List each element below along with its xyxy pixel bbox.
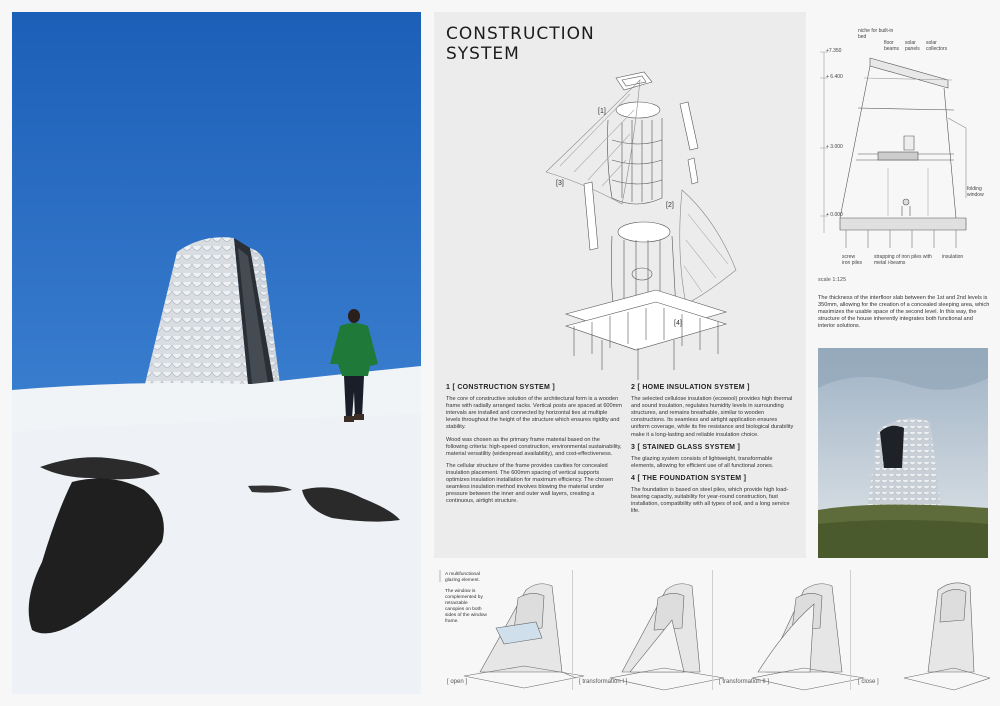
label-solar-collectors: solar collectors xyxy=(926,40,948,52)
label-screw-piles: screw iron piles xyxy=(842,254,863,266)
label-niche: niche for built-in bed xyxy=(858,28,894,40)
label-solar-panels: solar panels xyxy=(905,40,920,52)
interfloor-note: The thickness of the interfloor slab between the 1st and 2nd levels is 350mm, allowing for the creation of a concealed sleeping area, which maximizes the usable space of the second level. In this way, the structure of the house inherently integrates both functional and interior solutions. xyxy=(818,295,990,329)
transform-2-drawing xyxy=(752,584,864,690)
divider-2 xyxy=(712,570,713,690)
section-4-paragraph: The foundation is based on steel piles, which provide high load-bearing capacity, suitability for year-round construction, fast installation, compatibility with all types of soil, and a long service life. xyxy=(631,487,790,515)
section-3-paragraph: The glazing system consists of lightweight, transformable elements, allowing for efficient use of all functional zones. xyxy=(631,455,774,469)
explode-label-3: [3] xyxy=(556,180,564,187)
main-photo-illustration xyxy=(12,12,421,694)
label-open: [ open ] xyxy=(447,679,468,685)
main-photo xyxy=(12,12,421,694)
label-close: [ close ] xyxy=(858,679,879,685)
construction-system-column xyxy=(446,384,622,510)
transform-1-drawing xyxy=(610,584,724,690)
section-heading-2: 2 [ HOME INSULATION SYSTEM ] xyxy=(631,384,750,391)
side-photo xyxy=(818,348,988,558)
section-2-paragraph: The selected cellulose insulation (ecowool) provides high thermal and sound insulation, regulates humidity levels in surrounding structures, and remains breathable, similar to wooden constructions. Its seamless and airtight application ensures uniform coverage, while its fire resistance and biological durability make it a long-lasting and reliable insulation choice. xyxy=(631,396,794,438)
glazing-note-line-2: The window is complemented by retractable canopies on both sides of the window frame. xyxy=(445,589,487,624)
level-mark-4: + 0.000 xyxy=(826,212,843,218)
section-1-paragraph-3: The cellular structure of the frame provides cavities for concealed insulation placement. The 600mm spacing of vertical supports optimizes insulation installation for maximum efficiency. The chosen seamless insulation method involves blowing the material under pressure between the inner and outer wall layers, creating a continuous, airtight structure. xyxy=(446,462,614,505)
label-transformation-2: [ transformation II ] xyxy=(719,679,770,685)
section-heading-3: 3 [ STAINED GLASS SYSTEM ] xyxy=(631,443,741,451)
label-floor-beams: floor beams xyxy=(884,40,900,52)
label-folding-window: folding window xyxy=(967,186,984,198)
panel-title: CONSTRUCTION SYSTEM xyxy=(446,24,595,64)
systems-column xyxy=(631,384,797,520)
label-transformation-1: [ transformation I ] xyxy=(579,679,628,685)
construction-panel xyxy=(434,12,806,558)
section-heading-1: 1 [ CONSTRUCTION SYSTEM ] xyxy=(446,384,556,391)
glazing-note-line-1: A multifunctional glazing element. xyxy=(445,572,480,583)
level-mark-3: + 3.000 xyxy=(826,144,843,150)
explode-label-1: [1] xyxy=(598,108,606,115)
level-mark-1: +7.350 xyxy=(826,48,842,54)
section-heading-4: 4 [ THE FOUNDATION SYSTEM ] xyxy=(631,474,747,482)
building-section-drawing xyxy=(818,18,990,268)
level-mark-2: + 6.400 xyxy=(826,74,843,80)
explode-label-2: [2] xyxy=(666,202,674,209)
side-photo-illustration xyxy=(818,348,988,558)
label-strapping: strapping of iron piles with metal i-beams xyxy=(874,254,932,266)
section-1-paragraph-2: Wood was chosen as the primary frame material based on the following criteria: high-speed construction, environmental sustainability, material versatility (widespread availability), and cost-effectiveness. xyxy=(446,436,622,457)
glazing-note xyxy=(445,572,487,630)
transform-close-drawing xyxy=(904,583,990,690)
exploded-axonometric-diagram xyxy=(526,64,746,384)
divider-3 xyxy=(850,570,851,690)
divider-1 xyxy=(572,570,573,690)
scale-label: scale 1:125 xyxy=(818,277,847,283)
label-insulation: insulation xyxy=(942,254,964,260)
explode-label-4: [4] xyxy=(674,320,682,327)
section-1-paragraph-1: The core of constructive solution of the architectural form is a wooden frame with radially arranged racks. Vertical posts are spaced at 600mm intervals are installed and connected by horizontal ties at multiple levels throughout the height of the structure which ensures rigidity and stability. xyxy=(446,396,622,431)
